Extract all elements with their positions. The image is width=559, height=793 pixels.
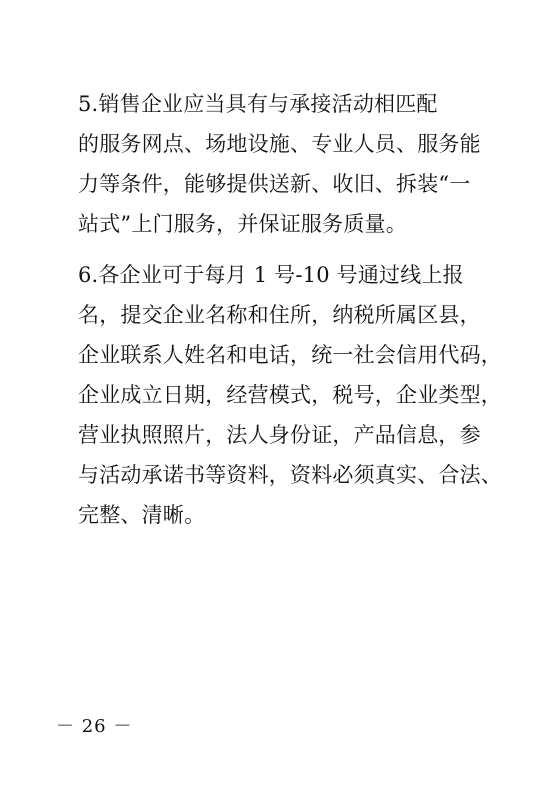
paragraph-5-line-4: 站式”上门服务，并保证服务质量。 bbox=[78, 212, 407, 236]
paragraph-6-line-6: 与活动承诺书等资料，资料必须真实、合法、 bbox=[78, 463, 502, 487]
page-number: － 26 － bbox=[56, 716, 133, 737]
paragraph-5-line-1: 5.销售企业应当具有与承接活动相匹配 bbox=[78, 92, 438, 116]
paragraph-6-line-1: 6.各企业可于每月 1 号-10 号通过线上报 bbox=[78, 263, 464, 287]
paragraph-6-line-4: 企业成立日期，经营模式，税号，企业类型， bbox=[78, 383, 502, 407]
paragraph-6-line-2: 名，提交企业名称和住所，纳税所属区县， bbox=[78, 303, 481, 327]
paragraph-5-line-3: 力等条件，能够提供送新、收旧、拆装“一 bbox=[78, 172, 471, 196]
paragraph-6-line-5: 营业执照照片，法人身份证，产品信息，参 bbox=[78, 423, 481, 447]
paragraph-5-line-2: 的服务网点、场地设施、专业人员、服务能 bbox=[78, 132, 481, 156]
paragraph-6-line-7: 完整、清晰。 bbox=[78, 503, 206, 527]
paragraph-6-line-3: 企业联系人姓名和电话，统一社会信用代码， bbox=[78, 343, 502, 367]
